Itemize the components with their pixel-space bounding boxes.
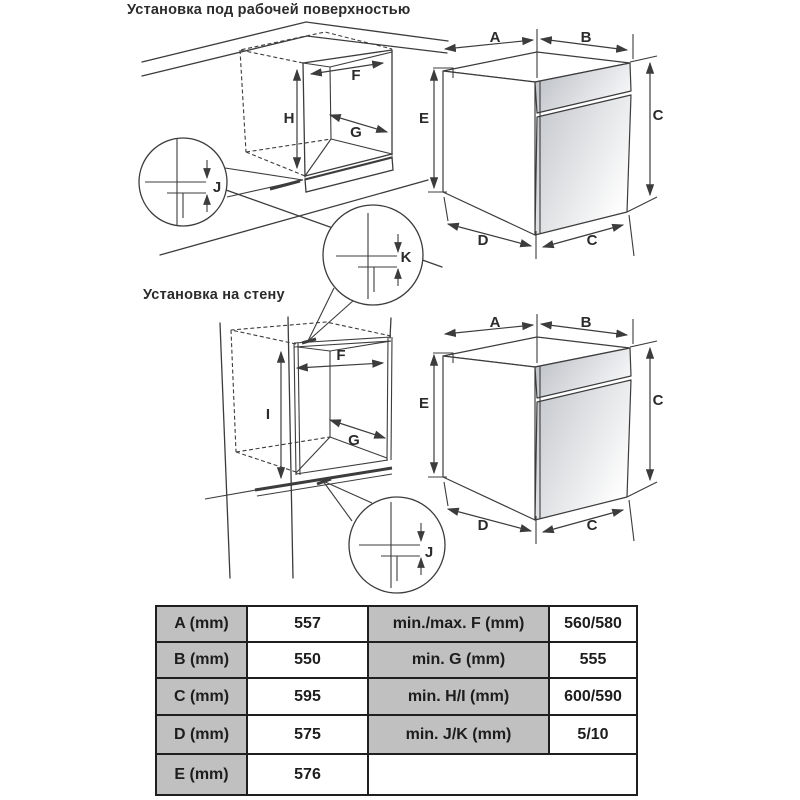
spec-value-cell: 575 [247,715,368,754]
table-row [156,606,637,642]
dimensions-table [155,605,638,796]
dimension-label-c-bottom: C [586,517,598,534]
section-title-undercounter: Установка под рабочей поверхностью [127,2,411,18]
dimension-label-c-bottom: C [586,232,598,249]
dimension-label-b: B [580,29,592,46]
spec-label-cell: A (mm) [156,606,247,642]
spec-label-cell: min. G (mm) [368,642,549,678]
dimension-label-d: D [477,517,489,534]
spec-value-cell: 555 [549,642,637,678]
spec-value-cell: 600/590 [549,678,637,715]
gap-label-j: J [212,179,222,196]
detail-callout-k [302,205,423,343]
table-row [156,678,637,715]
dimension-label-g: G [350,124,362,141]
dimension-label-a: A [489,314,501,331]
spec-label-cell: E (mm) [156,754,247,795]
spec-value-cell: 5/10 [549,715,637,754]
spec-value-cell: 576 [247,754,368,795]
dimension-label-c-right: C [652,107,664,124]
dimension-label-f: F [336,347,346,364]
gap-label-j2: J [424,544,434,561]
spec-label-cell: C (mm) [156,678,247,715]
table-row [156,715,637,754]
dimension-label-e: E [418,110,430,127]
dimension-label-e: E [418,395,430,412]
oven-drawing-bottom [419,314,664,544]
dimension-label-h: H [283,110,295,127]
spec-label-cell: min. H/I (mm) [368,678,549,715]
dimension-label-g: G [348,432,360,449]
wall-cabinet-drawing [205,317,445,593]
spec-value-cell: 595 [247,678,368,715]
empty-merged-cell [368,754,637,795]
spec-value-cell: 557 [247,606,368,642]
spec-value-cell: 550 [247,642,368,678]
dimension-label-d: D [477,232,489,249]
spec-label-cell: B (mm) [156,642,247,678]
dimension-label-f: F [351,67,361,84]
table-row [156,642,637,678]
gap-label-k: K [400,249,412,266]
spec-label-cell: min./max. F (mm) [368,606,549,642]
table-row [156,754,637,795]
section-title-wall: Установка на стену [143,287,285,303]
dimension-label-a: A [489,29,501,46]
oven-drawing-top [419,29,664,259]
dimension-label-b: B [580,314,592,331]
spec-label-cell: D (mm) [156,715,247,754]
spec-label-cell: min. J/K (mm) [368,715,549,754]
dimension-label-c-right: C [652,392,664,409]
spec-value-cell: 560/580 [549,606,637,642]
dimension-label-i: I [265,406,271,423]
